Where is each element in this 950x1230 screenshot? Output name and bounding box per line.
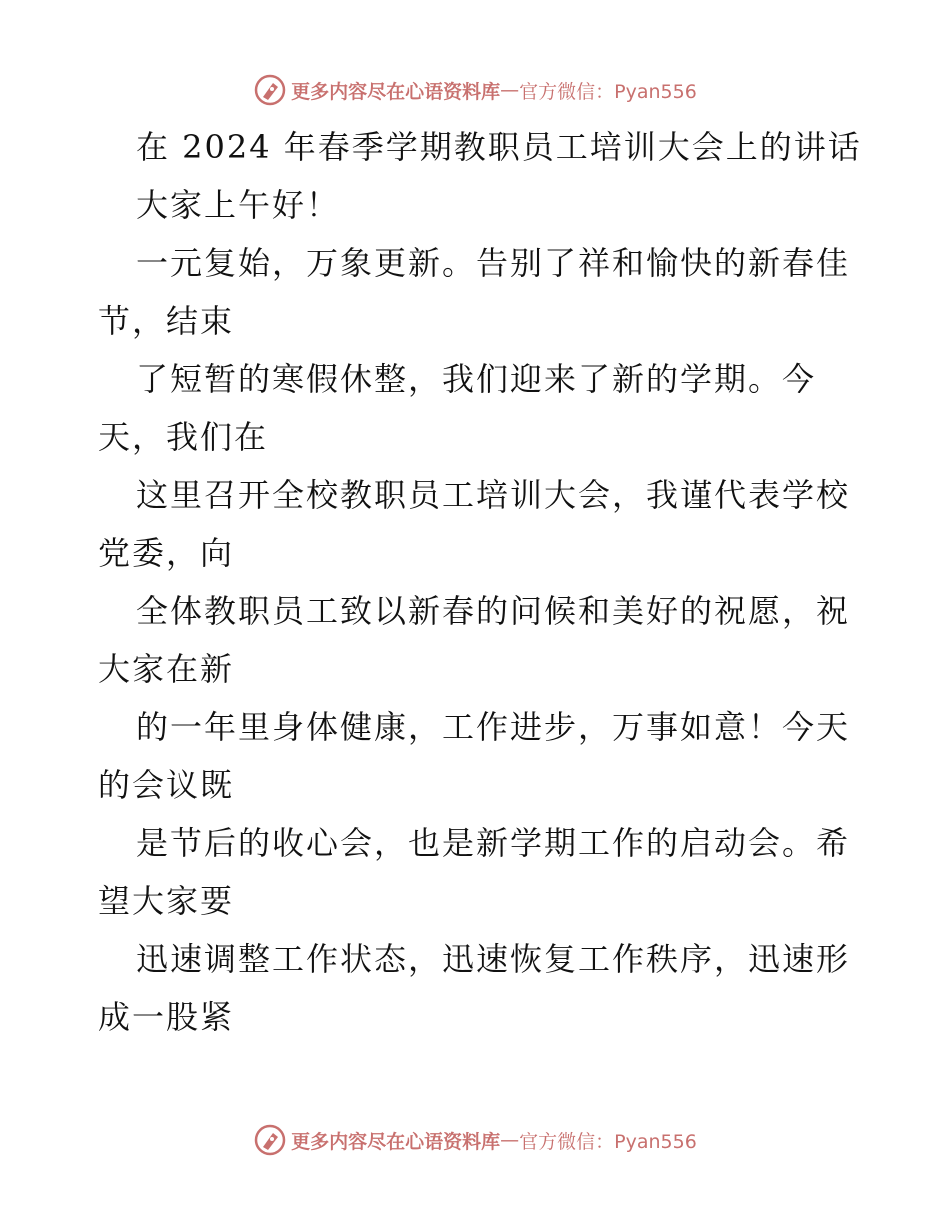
paragraph-line: 迅速调整工作状态，迅速恢复工作秩序，迅速形 bbox=[136, 940, 851, 978]
document-title: 在 2024 年春季学期教职员工培训大会上的讲话 bbox=[136, 128, 862, 166]
banner-account: 官方微信：Pyan556 bbox=[519, 80, 697, 103]
paragraph-line: 是节后的收心会，也是新学期工作的启动会。希 bbox=[136, 824, 851, 862]
paragraph-line: 望大家要 bbox=[98, 882, 235, 920]
banner-text: 更多内容尽在心语资料库 bbox=[291, 1130, 501, 1153]
paragraph-line: 天，我们在 bbox=[98, 418, 269, 456]
paragraph-line: 一元复始，万象更新。告别了祥和愉快的新春佳 bbox=[136, 244, 851, 282]
paragraph-line: 的会议既 bbox=[98, 766, 235, 804]
paragraph-line: 成一股紧 bbox=[98, 998, 235, 1036]
document-body bbox=[98, 118, 862, 1046]
paragraph-line: 的一年里身体健康，工作进步，万事如意！今天 bbox=[136, 708, 851, 746]
footer-banner bbox=[0, 1120, 950, 1160]
paragraph-line: 了短暂的寒假休整，我们迎来了新的学期。今 bbox=[136, 360, 817, 398]
banner-separator: — bbox=[500, 79, 520, 101]
paragraph-line: 大家在新 bbox=[98, 650, 235, 688]
banner-account: 官方微信：Pyan556 bbox=[519, 1130, 697, 1153]
paragraph-line: 这里召开全校教职员工培训大会，我谨代表学校 bbox=[136, 476, 851, 514]
header-banner bbox=[0, 70, 950, 110]
banner-separator: — bbox=[500, 1129, 520, 1151]
paragraph-line: 全体教职员工致以新春的问候和美好的祝愿，祝 bbox=[136, 592, 851, 630]
pen-nib-circle-icon bbox=[253, 73, 287, 107]
banner-text: 更多内容尽在心语资料库 bbox=[291, 80, 501, 103]
pen-nib-circle-icon bbox=[253, 1123, 287, 1157]
paragraph-line: 节，结束 bbox=[98, 302, 235, 340]
greeting: 大家上午好！ bbox=[136, 186, 341, 224]
paragraph-line: 党委，向 bbox=[98, 534, 235, 572]
